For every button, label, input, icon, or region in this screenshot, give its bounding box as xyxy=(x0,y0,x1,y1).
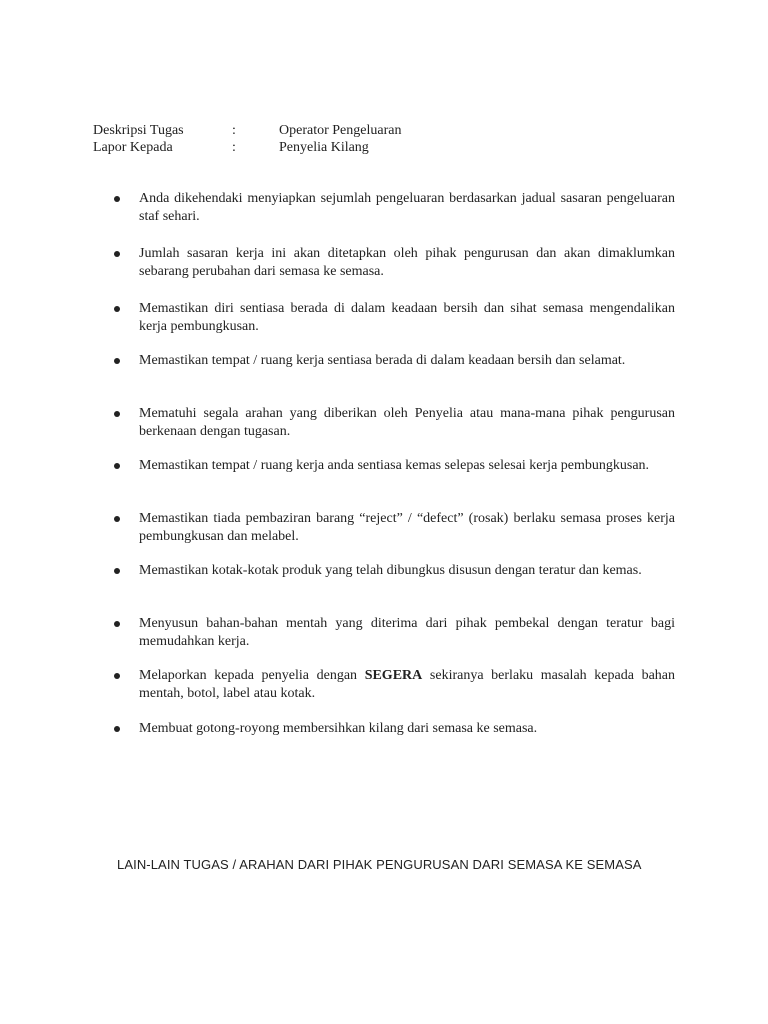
report-to-value: Penyelia Kilang xyxy=(279,140,369,155)
bullet-icon xyxy=(114,306,120,312)
bullet-icon xyxy=(114,673,120,679)
duty-text: Jumlah sasaran kerja ini akan ditetapkan oleh pihak pengurusan dan akan dimaklumkan sebarang perubahan dari semasa ke semasa. xyxy=(139,246,675,279)
duty-text: Memastikan tempat / ruang kerja anda sentiasa kemas selepas selesai kerja pembungkusan. xyxy=(139,458,650,473)
bullet-icon xyxy=(114,726,120,732)
segera-emphasis: SEGERA xyxy=(364,668,423,683)
duty-text: Mematuhi segala arahan yang diberikan oleh Penyelia atau mana-mana pihak pengurusan berkenaan dengan tugasan. xyxy=(139,406,675,439)
duty-text: Memastikan tiada pembaziran barang “reject” / “defect” (rosak) berlaku semasa proses kerja pembungkusan dan melabel. xyxy=(139,511,675,544)
task-description-separator: : xyxy=(232,123,236,138)
duty-text: Memastikan kotak-kotak produk yang telah dibungkus disusun dengan teratur dan kemas. xyxy=(139,563,642,578)
duty-text: Memastikan diri sentiasa berada di dalam keadaan bersih dan sihat semasa mengendalikan kerja pembungkusan. xyxy=(139,301,675,334)
duty-text: Memastikan tempat / ruang kerja sentiasa berada di dalam keadaan bersih dan selamat. xyxy=(139,353,626,368)
duty-text-before: Melaporkan kepada penyelia dengan xyxy=(139,668,365,683)
bullet-icon xyxy=(114,411,120,417)
bullet-icon xyxy=(114,251,120,257)
duty-text xyxy=(139,667,675,703)
bullet-icon xyxy=(114,621,120,627)
duty-text: Menyusun bahan-bahan mentah yang diterima dari pihak pembekal dengan teratur bagi memudahkan kerja. xyxy=(139,616,675,649)
report-to-label: Lapor Kepada xyxy=(93,140,173,155)
report-to-separator: : xyxy=(232,140,236,155)
duty-text: Membuat gotong-royong membersihkan kilang dari semasa ke semasa. xyxy=(139,721,538,736)
duty-text-after: sekiranya berlaku masalah kepada bahan mentah, botol, label atau kotak. xyxy=(139,668,676,701)
duty-text: Anda dikehendaki menyiapkan sejumlah pengeluaran berdasarkan jadual sasaran pengeluaran staf sehari. xyxy=(139,191,675,224)
bullet-icon xyxy=(114,463,120,469)
bullet-icon xyxy=(114,358,120,364)
task-description-label: Deskripsi Tugas xyxy=(93,123,184,138)
bullet-icon xyxy=(114,196,120,202)
other-duties-note: LAIN-LAIN TUGAS / ARAHAN DARI PIHAK PENGURUSAN DARI SEMASA KE SEMASA xyxy=(117,857,642,872)
bullet-icon xyxy=(114,568,120,574)
bullet-icon xyxy=(114,516,120,522)
task-description-value: Operator Pengeluaran xyxy=(279,123,402,138)
